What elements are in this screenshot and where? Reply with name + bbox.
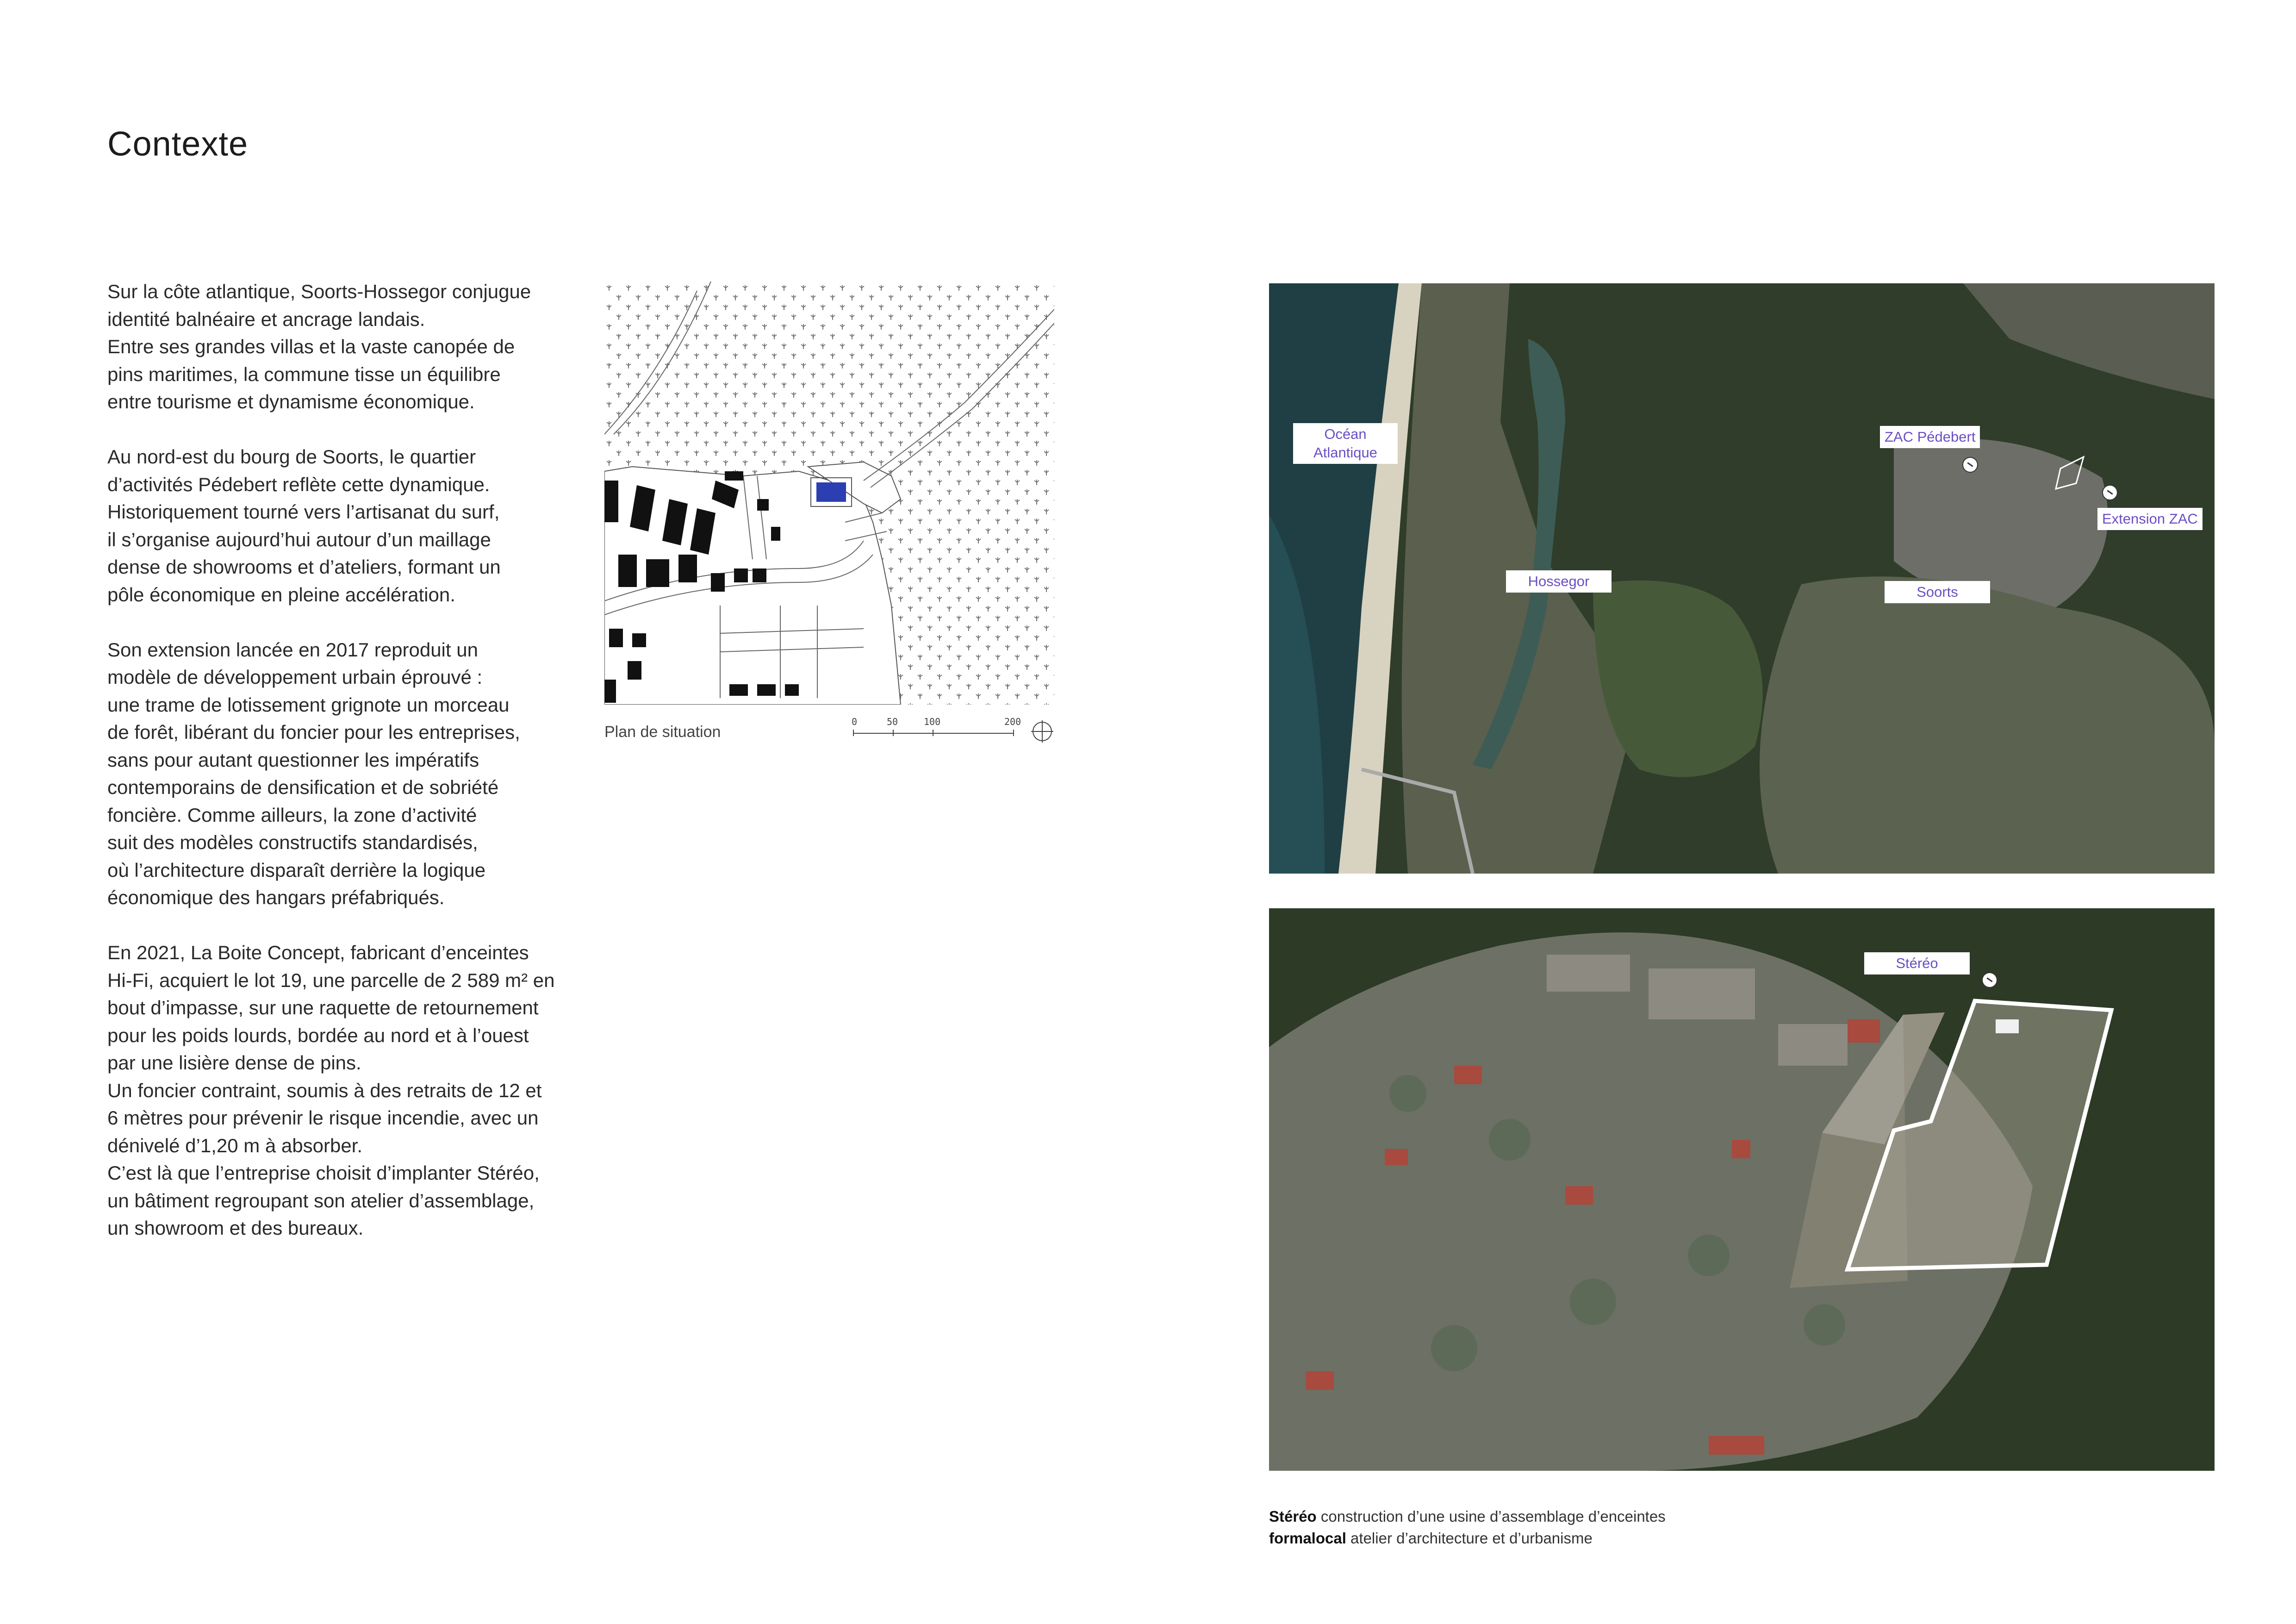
location-pin-icon [2102, 485, 2118, 500]
scale-tick-label: 0 [852, 716, 858, 727]
firm-name: formalocal [1269, 1530, 1346, 1547]
scale-bar [852, 716, 1055, 743]
map-label-zac-pedebert: ZAC Pédebert [1880, 426, 1980, 448]
aerial-photo-site [1269, 908, 2215, 1471]
page-title: Contexte [107, 125, 249, 163]
body-text [107, 278, 566, 1269]
project-site-highlight [816, 482, 846, 502]
aerial-photo-regional [1269, 283, 2215, 874]
plan-caption: Plan de situation [604, 723, 721, 741]
map-label-hossegor: Hossegor [1506, 570, 1612, 593]
map-label-ocean: Océan Atlantique [1293, 423, 1398, 464]
project-name: Stéréo [1269, 1508, 1317, 1525]
paragraph: Sur la côte atlantique, Soorts-Hossegor conjugue identité balnéaire et ancrage landais. Entre ses grandes villas et la vaste canopée de pins maritimes, la commune tisse un équilibre entre tourisme et dynamisme économique. [107, 281, 531, 412]
aerial-site-image [1269, 908, 2215, 1471]
location-pin-icon [1982, 972, 1997, 988]
scale-tick-label: 50 [887, 716, 898, 727]
paragraph: Son extension lancée en 2017 reproduit un modèle de développement urbain éprouvé : une trame de lotissement grignote un morceau de forêt, libérant du foncier pour les entreprises, sans pour autant questionner les impératifs contemporains de densification et de sobriété foncière. Comme ailleurs, la zone d’activité suit des modèles constructifs standardisés, où l’architecture disparaît derrière la logique économique des hangars préfabriqués. [107, 638, 520, 908]
credit-line-firm [1269, 1527, 1666, 1549]
north-arrow-icon [1031, 720, 1053, 743]
paragraph: En 2021, La Boite Concept, fabricant d’enceintes Hi-Fi, acquiert le lot 19, une parcelle de 2 589 m² en bout d’impasse, sur une raquette de retournement pour les poids lourds, bordée au nord et à l’ouest par une lisière dense de pins. Un foncier contraint, soumis à des retraits de 12 et 6 mètres pour prévenir le risque incendie, avec un dénivelé d’1,20 m à absorber. C’est là que l’entreprise choisit d’implanter Stéréo, un bâtiment regroupant son atelier d’assemblage, un showroom et des bureaux. [107, 942, 555, 1239]
scale-tick-label: 200 [1004, 716, 1021, 727]
aerial-regional-image [1269, 283, 2215, 874]
site-plan-drawing [604, 281, 1054, 705]
map-label-stereo: Stéréo [1864, 952, 1970, 974]
paragraph: Au nord-est du bourg de Soorts, le quartier d’activités Pédebert reflète cette dynamique. Historiquement tourné vers l’artisanat du surf, il s’organise aujourd’hui autour d’un maillage dense de showrooms et d’ateliers, formant un pôle économique en pleine accélération. [107, 446, 501, 606]
location-pin-icon [1962, 457, 1978, 473]
credits [1269, 1505, 1666, 1549]
firm-description: atelier d’architecture et d’urbanisme [1346, 1530, 1593, 1547]
project-description: construction d’une usine d’assemblage d’enceintes [1316, 1508, 1666, 1525]
map-label-soorts: Soorts [1885, 581, 1990, 603]
credit-line-project [1269, 1505, 1666, 1527]
site-plan-svg [604, 281, 1054, 705]
map-label-extension-zac: Extension ZAC [2097, 508, 2203, 530]
scale-tick-label: 100 [924, 716, 941, 727]
